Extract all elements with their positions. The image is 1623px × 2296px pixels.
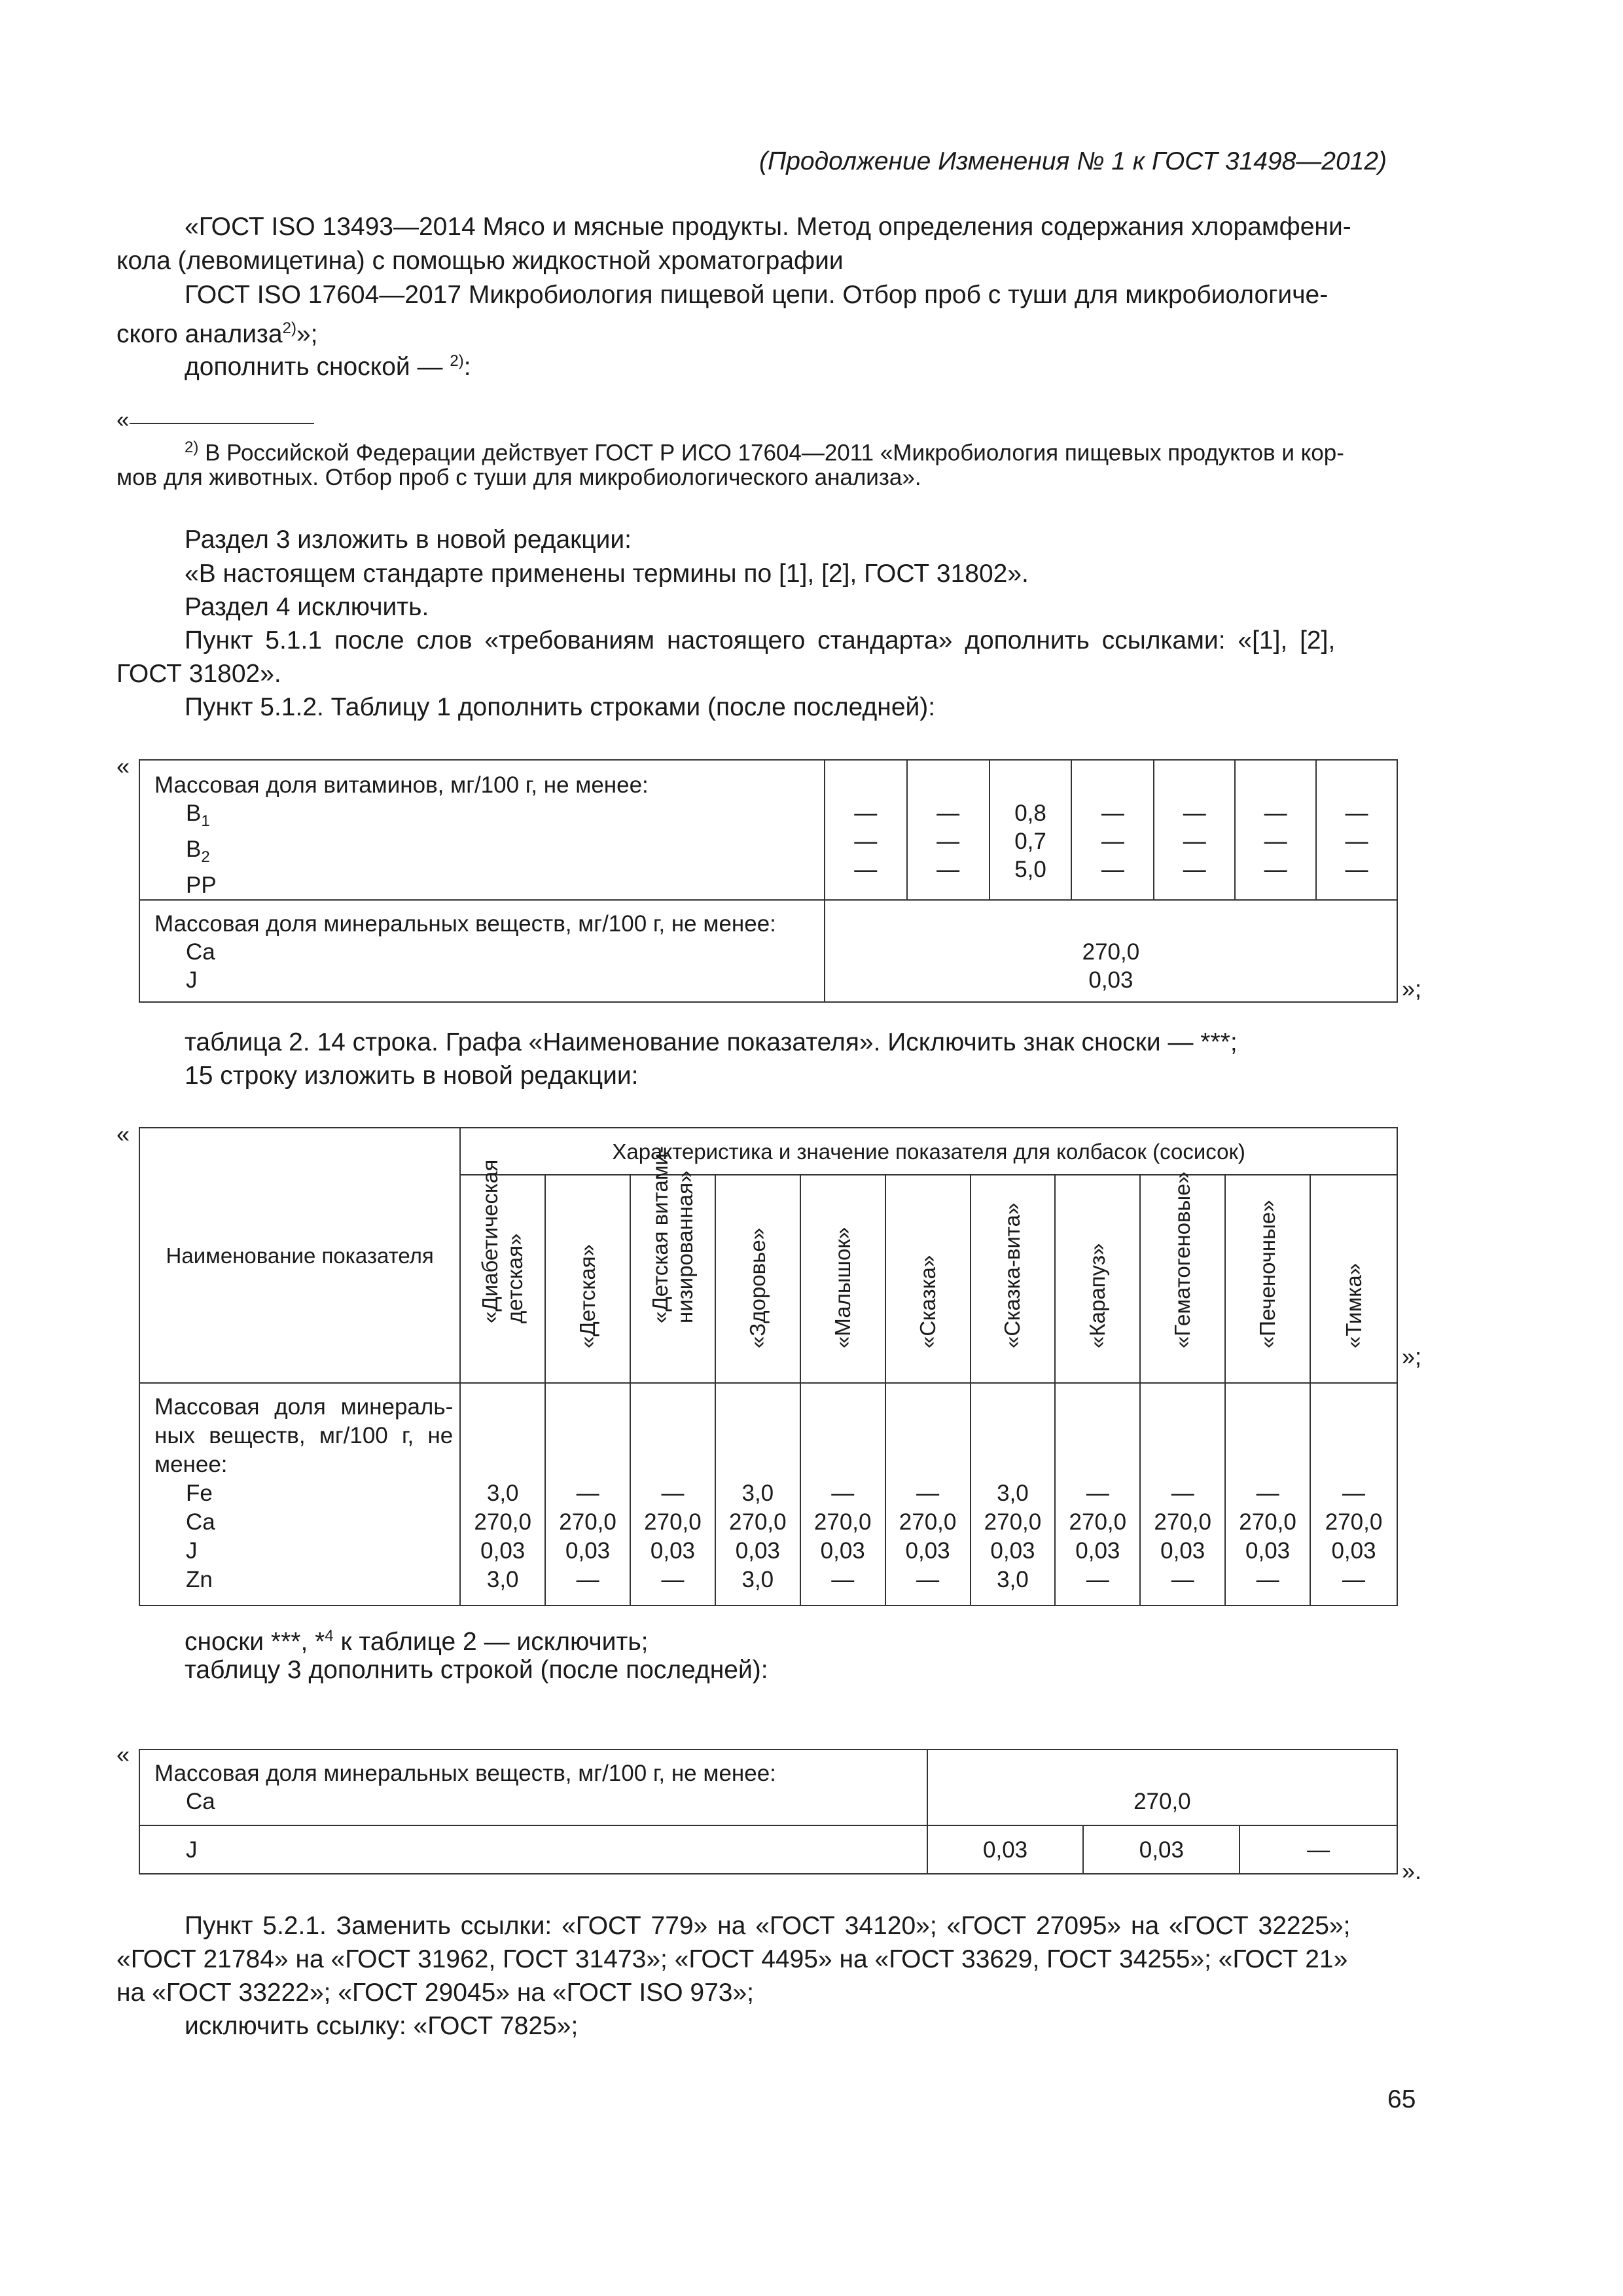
value-cell: 0,03	[1083, 1825, 1240, 1874]
column-header-cell	[1140, 1172, 1225, 1383]
vitamins-cell: Массовая доля витаминов, мг/100 г, не менее: $B_1$ $B_2$ PP	[139, 760, 825, 900]
column-header-cell	[800, 1175, 885, 1383]
close-quote: »;	[1402, 1343, 1422, 1370]
value-cell: —	[1240, 1825, 1397, 1874]
value-cell: — 270,0 0,03 —	[885, 1383, 971, 1605]
para-line: кола (левомицетина) с помощью жидкостной хроматографии	[116, 247, 844, 275]
column-header-label: «Тимка»	[1341, 1263, 1366, 1348]
column-header-cell	[1310, 1175, 1397, 1383]
page-number: 65	[1387, 2085, 1416, 2113]
para-line: «ГОСТ 21784» на «ГОСТ 31962, ГОСТ 31473»; «ГОСТ 4495» на «ГОСТ 33629, ГОСТ 34255»; «ГОСТ 21»	[116, 1945, 1348, 1973]
table-2	[139, 1127, 1398, 1606]
value-cell: 0,8 0,7 5,0	[990, 760, 1072, 900]
column-header-label: «Печеночные»	[1255, 1200, 1280, 1348]
column-header-cell	[715, 1175, 800, 1383]
value-cell: 3,0 270,0 0,03 3,0	[971, 1383, 1056, 1605]
item-cell: J	[139, 1825, 927, 1874]
column-header-label: «Диабетическая детская»	[478, 1159, 527, 1323]
para-line: Пункт 5.2.1. Заменить ссылки: «ГОСТ 779» на «ГОСТ 34120»; «ГОСТ 27095» на «ГОСТ 32225»;	[185, 1912, 1351, 1940]
footnote-quote: «	[116, 407, 130, 433]
para-line: таблица 2. 14 строка. Графа «Наименование показателя». Исключить знак сноски — ***;	[185, 1028, 1238, 1056]
para-line: Пункт 5.1.1 после слов «требованиям настоящего стандарта» дополнить ссылками: «[1], [2],	[185, 626, 1336, 655]
value-cell: — 270,0 0,03 —	[1140, 1383, 1225, 1605]
column-header-cell	[885, 1175, 971, 1383]
name-header-cell: Наименование показателя	[139, 1128, 460, 1383]
value-cell: — 270,0 0,03 —	[545, 1383, 630, 1605]
value-cell: 3,0 270,0 0,03 3,0	[460, 1383, 545, 1605]
column-header-cell	[1055, 1175, 1140, 1383]
value-cell: 0,03	[927, 1825, 1084, 1874]
column-header-label: «Малышок»	[830, 1227, 855, 1348]
value-cell: — — —	[907, 760, 990, 900]
para-line: Пункт 5.1.2. Таблицу 1 дополнить строками (после последней):	[185, 693, 936, 721]
open-quote: «	[116, 753, 130, 780]
column-header-label: «Гематогеновые»	[1170, 1172, 1195, 1348]
open-quote: «	[116, 1741, 130, 1768]
value-cell: — — —	[1071, 760, 1154, 900]
value-cell: — — —	[825, 760, 907, 900]
table-1	[139, 759, 1398, 1003]
value-cell: — 270,0 0,03 —	[1310, 1383, 1397, 1605]
merged-value-cell: 270,0	[927, 1749, 1397, 1825]
minerals-cell: Массовая доля минеральных веществ, мг/100 г, не менее: Ca	[139, 1749, 927, 1825]
column-header-label: «Детская витами- низированная»	[647, 1146, 697, 1323]
column-header-label: «Детская»	[575, 1244, 600, 1348]
para-line: ГОСТ 31802».	[116, 660, 281, 688]
para-line: таблицу 3 дополнить строкой (после последней):	[185, 1656, 768, 1684]
footnote-line: $^{2)}$ В Российской Федерации действует ГОСТ Р ИСО 17604—2011 «Микробиология пищевых продуктов и кор-	[185, 439, 1344, 466]
column-header-cell	[971, 1175, 1056, 1383]
value-cell: — 270,0 0,03 —	[1055, 1383, 1140, 1605]
para-line: исключить ссылку: «ГОСТ 7825»;	[185, 2012, 579, 2040]
close-quote: »;	[1402, 975, 1422, 1002]
para-line: «ГОСТ ISO 13493—2014 Мясо и мясные продукты. Метод определения содержания хлорамфени-	[185, 213, 1351, 241]
column-header-cell	[1225, 1175, 1310, 1383]
para-line: дополнить сноской — $^{2)}$:	[185, 352, 471, 381]
para-line: Раздел 4 исключить.	[185, 593, 429, 621]
table-3	[139, 1749, 1398, 1874]
para-line: 15 строку изложить в новой редакции:	[185, 1062, 639, 1090]
merged-value-cell: 270,0 0,03	[825, 900, 1397, 1002]
column-header-label: «Сказка»	[915, 1255, 940, 1348]
para-line: ГОСТ ISO 17604—2017 Микробиология пищевой цепи. Отбор проб с туши для микробиологиче-	[185, 281, 1329, 309]
group-header-cell: Характеристика и значение показателя для колбасок (сосисок)	[460, 1128, 1397, 1175]
column-header-label: «Сказка-вита»	[1000, 1202, 1025, 1348]
value-cell: — — —	[1235, 760, 1316, 900]
value-cell: — — —	[1154, 760, 1235, 900]
column-header-label: «Карапуз»	[1085, 1243, 1110, 1348]
row-name-cell: Массовая доля минераль- ных веществ, мг/100 г, не менее: Fe Ca J Zn	[139, 1383, 460, 1605]
para-line: на «ГОСТ 33222»; «ГОСТ 29045» на «ГОСТ ISO 973»;	[116, 1979, 754, 2007]
running-header: (Продолжение Изменения № 1 к ГОСТ 31498—2012)	[759, 147, 1387, 175]
para-line: сноски ***, *$^4$ к таблице 2 — исключить;	[185, 1627, 649, 1656]
para-line: Раздел 3 изложить в новой редакции:	[185, 526, 632, 554]
close-quote: ».	[1402, 1857, 1422, 1884]
value-cell: — 270,0 0,03 —	[630, 1383, 715, 1605]
column-header-cell	[630, 1146, 715, 1383]
open-quote: «	[116, 1121, 130, 1147]
value-cell: — — —	[1316, 760, 1397, 900]
value-cell: — 270,0 0,03 —	[1225, 1383, 1310, 1605]
para-line: ского анализа$^{2)}$»;	[116, 319, 318, 348]
column-header-cell	[460, 1159, 545, 1383]
value-cell: 3,0 270,0 0,03 3,0	[715, 1383, 800, 1605]
para-line: «В настоящем стандарте применены термины по [1], [2], ГОСТ 31802».	[185, 560, 1029, 588]
column-header-cell	[545, 1175, 630, 1383]
column-header-label: «Здоровье»	[745, 1227, 770, 1348]
footnote-line: мов для животных. Отбор проб с туши для микробиологического анализа».	[116, 465, 921, 490]
footnote-rule	[130, 423, 314, 424]
minerals-cell: Массовая доля минеральных веществ, мг/100 г, не менее: Ca J	[139, 900, 825, 1002]
value-cell: — 270,0 0,03 —	[800, 1383, 885, 1605]
